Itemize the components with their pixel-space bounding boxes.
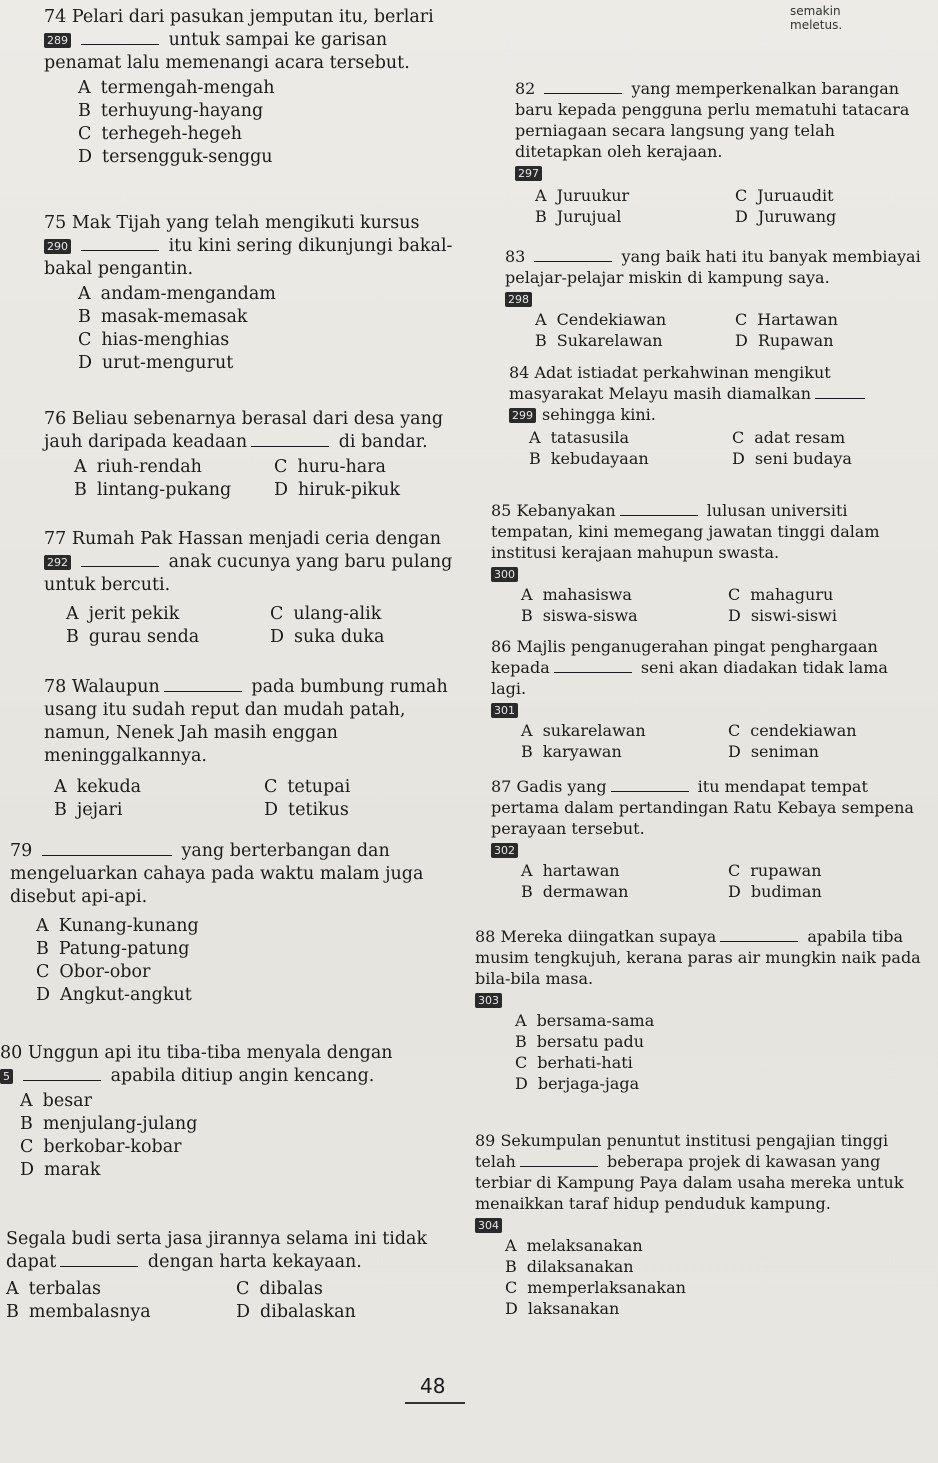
option-a[interactable]: A Kunang-kunang	[36, 916, 199, 936]
option-c[interactable]: C cendekiawan	[728, 721, 857, 740]
option-a[interactable]: A Cendekiawan	[535, 310, 667, 329]
option-d[interactable]: D urut-mengurut	[78, 353, 234, 373]
option-d[interactable]: D suka duka	[270, 627, 385, 647]
question-88: 88 Mereka diingatkan supaya apabila tiba musim tengkujuh, kerana paras air mungkin naik pada bila-bila masa. 303 A bersama-sama B bersatu padu C berhati-hati D berjaga-jaga	[475, 926, 925, 1094]
question-87: 87 Gadis yang itu mendapat tempat pertama dalam pertandingan Ratu Kebaya sempena perayaan tersebut. 302 A hartawan C rupawan B dermawan D budiman	[491, 776, 925, 902]
option-d[interactable]: D tersengguk-senggu	[78, 147, 273, 167]
option-c[interactable]: C huru-hara	[274, 457, 386, 477]
question-82: 82 yang memperkenalkan barangan baru kepada pengguna perlu mematuhi tatacara perniagaan secara langsung yang telah ditetapkan oleh kerajaan. 297 A Juruukur C Juruaudit B Jurujual D Juruwang	[515, 78, 925, 227]
question-80: 80 Unggun api itu tiba-tiba menyala dengan 5 apabila ditiup angin kencang. A besar B menjulang-julang C berkobar-kobar D marak	[0, 1042, 460, 1182]
option-a[interactable]: A besar	[20, 1091, 92, 1111]
question-75: 75 Mak Tijah yang telah mengikuti kursus 290 itu kini sering dikunjungi bakal-bakal pengantin. A andam-mengandam B masak-memasak C hias-menghias D urut-mengurut	[44, 212, 464, 375]
option-d[interactable]: D seni budaya	[732, 449, 852, 468]
question-85: 85 Kebanyakan lulusan universiti tempatan, kini memegang jawatan tinggi dalam institusi kerajaan mahupun swasta. 300 A mahasiswa C mahaguru B siswa-siswa D siswi-siswi	[491, 500, 925, 626]
option-d[interactable]: D Angkut-angkut	[36, 985, 192, 1005]
option-a[interactable]: A hartawan	[521, 861, 620, 880]
option-b[interactable]: B kebudayaan	[529, 449, 649, 468]
question-83: 83 yang baik hati itu banyak membiayai pelajar-pelajar miskin di kampung saya. 298 A Cendekiawan C Hartawan B Sukarelawan D Rupawan	[505, 246, 925, 351]
option-d[interactable]: D laksanakan	[505, 1299, 620, 1318]
option-d[interactable]: D tetikus	[264, 800, 349, 820]
option-b[interactable]: B gurau senda	[66, 627, 200, 647]
option-c[interactable]: C Obor-obor	[36, 962, 151, 982]
option-c[interactable]: C ulang-alik	[270, 604, 382, 624]
option-a[interactable]: A sukarelawan	[521, 721, 646, 740]
question-81: Segala budi serta jasa jirannya selama ini tidak dapat dengan harta kekayaan. A terbalas C dibalas B membalasnya D dibalaskan	[6, 1228, 456, 1324]
option-b[interactable]: B karyawan	[521, 742, 622, 761]
question-78: 78 Walaupun pada bumbung rumah usang itu sudah reput dan mudah patah, namun, Nenek Jah masih enggan meninggalkannya. A kekuda C tetupai B jejari D tetikus	[44, 676, 464, 822]
option-c[interactable]: C berhati-hati	[515, 1053, 633, 1072]
option-a[interactable]: A melaksanakan	[505, 1236, 643, 1255]
question-89: 89 Sekumpulan penuntut institusi pengajian tinggi telah beberapa projek di kawasan yang terbiar di Kampung Paya dalam usaha mereka untuk menaikkan taraf hidup penduduk kampung. 304 A melaksanakan B dilaksanakan C memperlaksanakan D laksanakan	[475, 1130, 925, 1319]
option-a[interactable]: A tatasusila	[529, 428, 629, 447]
option-c[interactable]: C Juruaudit	[735, 186, 834, 205]
option-d[interactable]: D budiman	[728, 882, 822, 901]
option-a[interactable]: A Juruukur	[535, 186, 630, 205]
option-a[interactable]: A termengah-mengah	[78, 78, 275, 98]
option-b[interactable]: B jejari	[54, 800, 123, 820]
option-b[interactable]: B lintang-pukang	[74, 480, 232, 500]
page-number-underline	[405, 1402, 465, 1410]
option-c[interactable]: C rupawan	[728, 861, 822, 880]
option-d[interactable]: D siswi-siswi	[728, 606, 837, 625]
question-77: 77 Rumah Pak Hassan menjadi ceria dengan 292 anak cucunya yang baru pulang untuk bercuti. A jerit pekik C ulang-alik B gurau senda D suka duka	[44, 528, 464, 649]
option-d[interactable]: D hiruk-pikuk	[274, 480, 401, 500]
option-a[interactable]: A andam-mengandam	[78, 284, 276, 304]
question-84: 84 Adat istiadat perkahwinan mengikut masyarakat Melayu masih diamalkan 299 sehingga kini. A tatasusila C adat resam B kebudayaan D seni budaya	[509, 362, 925, 469]
option-b[interactable]: B masak-memasak	[78, 307, 248, 327]
question-code-badge: 289	[44, 33, 71, 48]
option-a[interactable]: A terbalas	[6, 1279, 102, 1299]
option-b[interactable]: B Jurujual	[535, 207, 622, 226]
option-b[interactable]: B Patung-patung	[36, 939, 190, 959]
option-c[interactable]: C berkobar-kobar	[20, 1137, 182, 1157]
option-a[interactable]: A riuh-rendah	[74, 457, 202, 477]
option-b[interactable]: B Sukarelawan	[535, 331, 663, 350]
option-c[interactable]: C dibalas	[236, 1279, 323, 1299]
question-79: 79 yang berterbangan dan mengeluarkan cahaya pada waktu malam juga disebut api-api. A Kunang-kunang B Patung-patung C Obor-obor D Angkut-angkut	[10, 840, 460, 1007]
option-d[interactable]: D berjaga-jaga	[515, 1074, 640, 1093]
option-d[interactable]: D Juruwang	[735, 207, 837, 226]
option-b[interactable]: B membalasnya	[6, 1302, 151, 1322]
option-b[interactable]: B dilaksanakan	[505, 1257, 634, 1276]
option-c[interactable]: C tetupai	[264, 777, 351, 797]
option-b[interactable]: B dermawan	[521, 882, 629, 901]
option-a[interactable]: A mahasiswa	[521, 585, 632, 604]
option-b[interactable]: B bersatu padu	[515, 1032, 645, 1051]
option-b[interactable]: B siswa-siswa	[521, 606, 638, 625]
option-a[interactable]: A jerit pekik	[66, 604, 180, 624]
corner-fragment: semakin meletus.	[790, 4, 843, 32]
option-c[interactable]: C mahaguru	[728, 585, 834, 604]
option-a[interactable]: A bersama-sama	[515, 1011, 655, 1030]
option-a[interactable]: A kekuda	[54, 777, 142, 797]
option-c[interactable]: C terhegeh-hegeh	[78, 124, 242, 144]
option-c[interactable]: C adat resam	[732, 428, 846, 447]
question-74: 74 Pelari dari pasukan jemputan itu, berlari 289 untuk sampai ke garisan penamat lalu memenangi acara tersebut. A termengah-mengah B terhuyung-hayang C terhegeh-hegeh D tersengguk-senggu	[44, 6, 464, 169]
option-d[interactable]: D dibalaskan	[236, 1302, 356, 1322]
page-number: 48	[420, 1374, 446, 1398]
option-c[interactable]: C hias-menghias	[78, 330, 230, 350]
option-b[interactable]: B menjulang-julang	[20, 1114, 198, 1134]
option-c[interactable]: C memperlaksanakan	[505, 1278, 686, 1297]
option-d[interactable]: D marak	[20, 1160, 101, 1180]
option-d[interactable]: D seniman	[728, 742, 819, 761]
option-b[interactable]: B terhuyung-hayang	[78, 101, 264, 121]
question-86: 86 Majlis penganugerahan pingat penghargaan kepada seni akan diadakan tidak lama lagi. 301 A sukarelawan C cendekiawan B karyawan D seniman	[491, 636, 925, 762]
option-d[interactable]: D Rupawan	[735, 331, 834, 350]
option-c[interactable]: C Hartawan	[735, 310, 838, 329]
question-76: 76 Beliau sebenarnya berasal dari desa yang jauh daripada keadaan di bandar. A riuh-rendah C huru-hara B lintang-pukang D hiruk-pikuk	[44, 408, 464, 502]
